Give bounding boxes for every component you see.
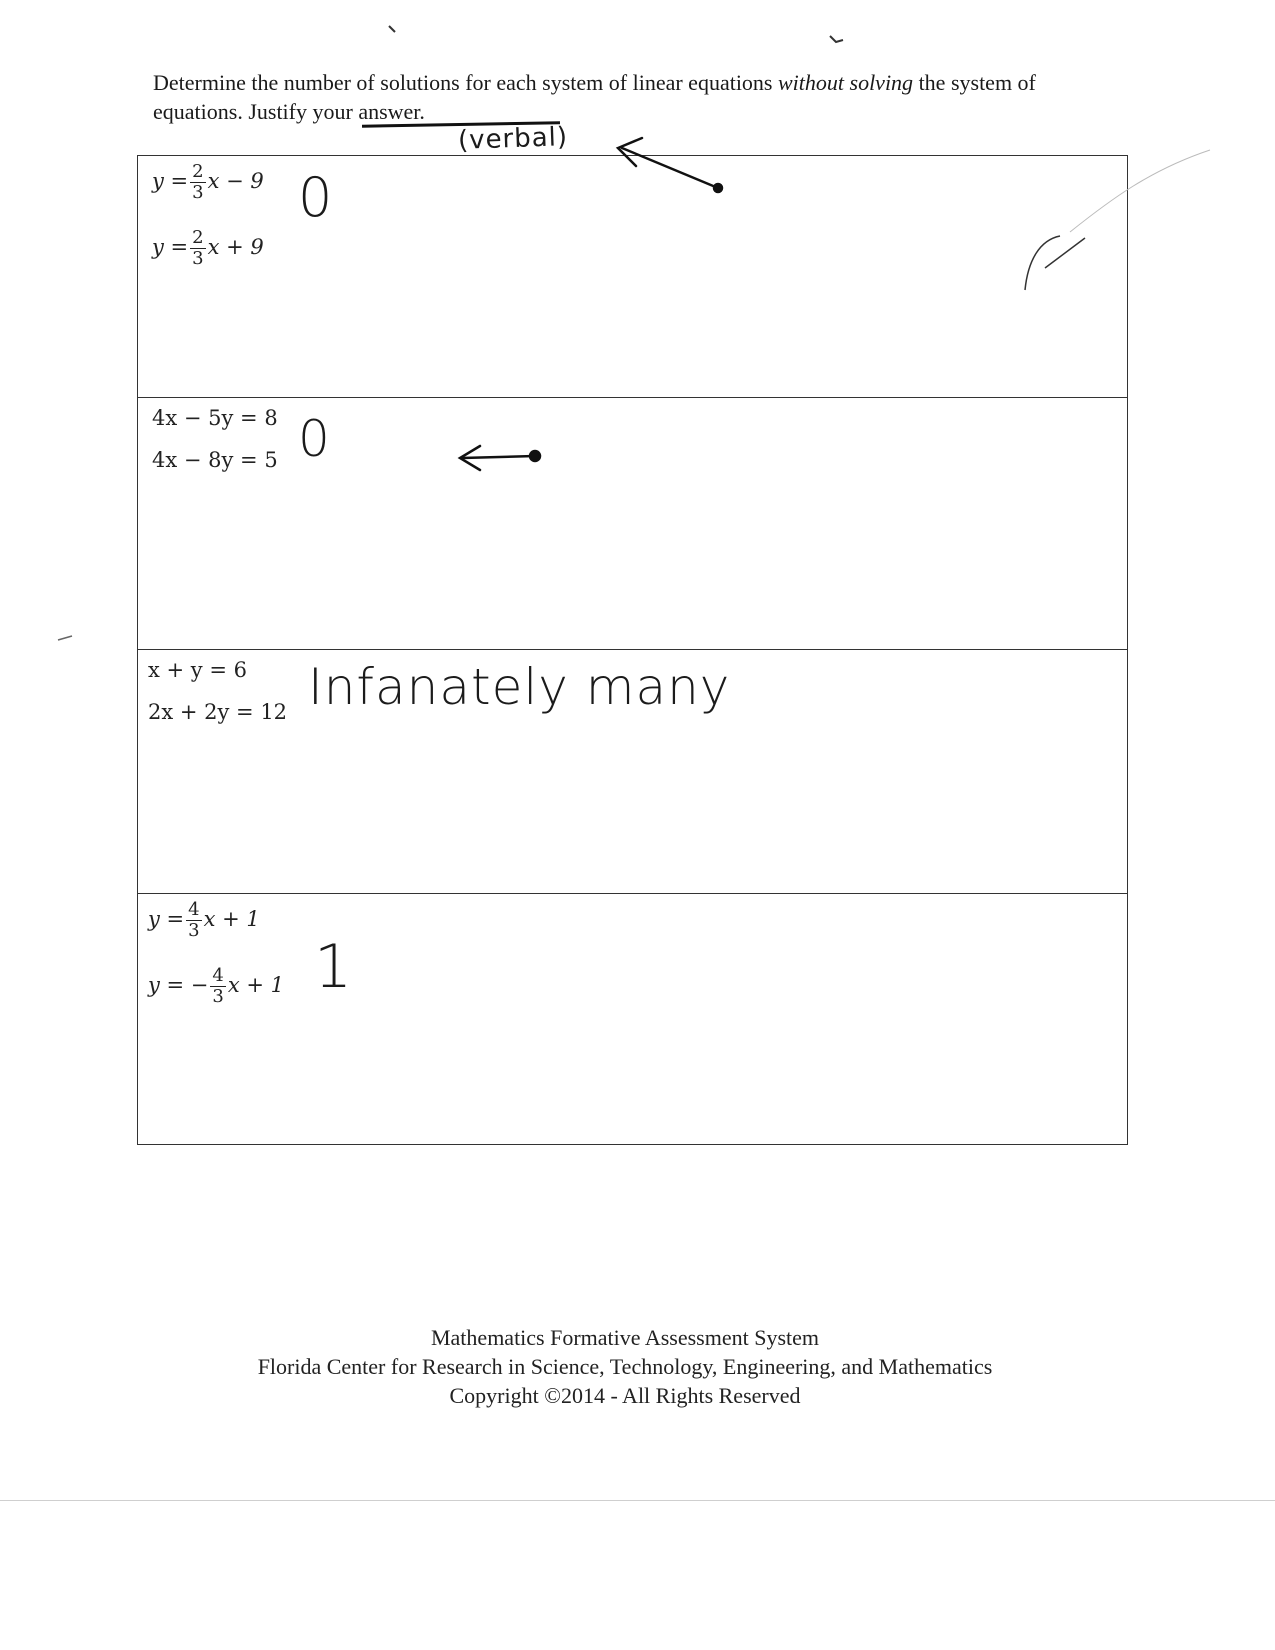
arrow-row2-icon — [460, 446, 540, 470]
system-2-equation-2: 4x − 8y = 5 — [152, 448, 278, 472]
eq-lhs: y = — [152, 169, 189, 193]
instructions-part2: the system of equations. Justify your answer. — [153, 70, 1036, 124]
system-2-equation-1: 4x − 5y = 8 — [152, 406, 278, 430]
footer-line-1: Mathematics Formative Assessment System — [430, 1325, 820, 1350]
eq-rest: x − 9 — [207, 169, 264, 193]
system-1-answer: 0 — [298, 166, 333, 229]
fraction-denominator: 3 — [212, 986, 224, 1007]
arrow-to-verbal-icon — [618, 138, 722, 192]
margin-scribble-icon — [1025, 236, 1085, 290]
top-tick-mark-icon — [389, 26, 395, 32]
fraction-denominator: 3 — [188, 920, 200, 941]
scan-edge-line — [0, 1500, 1275, 1501]
instructions-part1: Determine the number of solutions for each system of linear equations — [153, 70, 778, 95]
fraction-numerator: 4 — [188, 899, 200, 920]
system-3-answer: Infanately many — [308, 658, 731, 716]
handwritten-verbal-note: (verbal) — [457, 122, 569, 156]
eq-rest: x + 1 — [227, 973, 285, 997]
eq-rest: x + 9 — [207, 235, 264, 259]
eq-lhs: y = — [152, 235, 189, 259]
top-check-mark-icon — [830, 36, 843, 42]
system-3-equation-2: 2x + 2y = 12 — [148, 700, 288, 724]
fraction-denominator: 3 — [192, 182, 204, 203]
margin-line-icon — [1070, 150, 1210, 232]
footer-line-2: Florida Center for Research in Science, Technology, Engineering, and Mathematics — [257, 1354, 993, 1379]
fraction-numerator: 2 — [192, 227, 204, 248]
eq-rest: x + 1 — [203, 907, 260, 931]
eq-lhs: y = − — [148, 973, 209, 997]
system-4-answer: 1 — [314, 932, 353, 1002]
system-2-answer: 0 — [298, 410, 330, 468]
system-3-equation-1: x + y = 6 — [148, 658, 247, 682]
instructions-emphasis: without solving — [778, 70, 914, 95]
page-footer — [0, 1323, 1250, 1410]
fraction-denominator: 3 — [192, 248, 204, 269]
footer-line-3: Copyright ©2014 - All Rights Reserved — [449, 1383, 801, 1408]
fraction-numerator: 2 — [192, 161, 204, 182]
fraction-numerator: 4 — [212, 965, 224, 986]
left-margin-mark-icon — [58, 636, 72, 640]
eq-lhs: y = — [148, 907, 185, 931]
